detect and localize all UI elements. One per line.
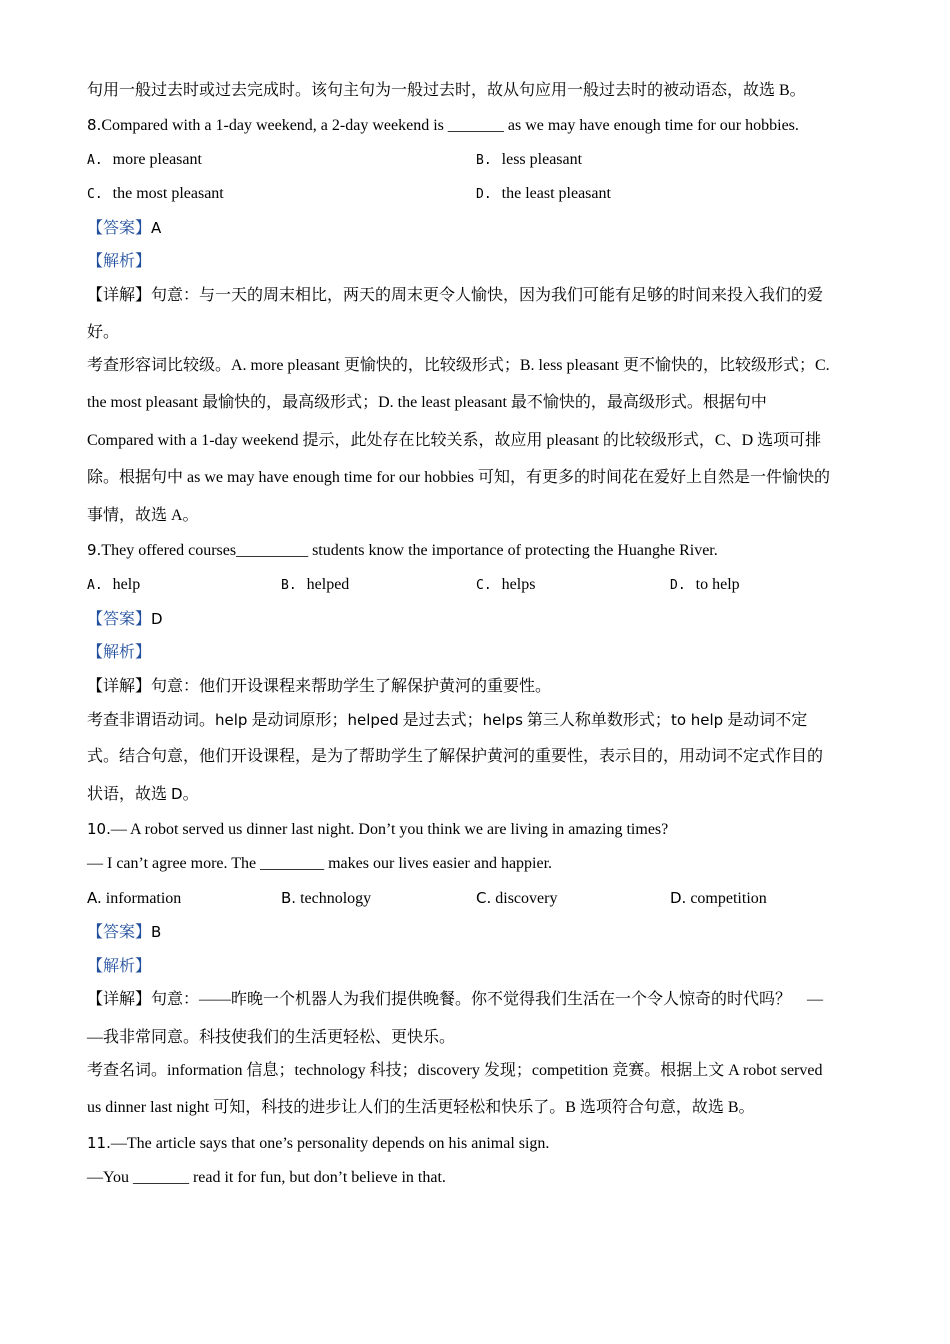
q9-answer xyxy=(87,609,163,630)
q8-detail: 【详解】句意：与一天的周末相比，两天的周末更令人愉快，因为我们可能有足够的时间来投入我们的爱 xyxy=(87,287,824,304)
q8-answer-value: A xyxy=(151,219,162,237)
q8-number: 8. xyxy=(87,116,102,134)
q8-analysis-heading: 【解析】 xyxy=(87,253,152,270)
q9-detail: 【详解】句意：他们开设课程来帮助学生了解保护黄河的重要性。 xyxy=(87,678,552,695)
q8-detail-line: 除。根据句中 as we may have enough time for our hobbies 可知，有更多的时间花在爱好上自然是一件愉快的 xyxy=(87,469,831,486)
q9-detail-line: 式。结合句意，他们开设课程，是为了帮助学生了解保护黄河的重要性，表示目的，用动词不定式作目的 xyxy=(87,748,824,765)
q8-detail-line: 好。 xyxy=(87,324,120,341)
q8-detail-line: 考查形容词比较级。A. more pleasant 更愉快的，比较级形式；B. less pleasant 更不愉快的，比较级形式；C. xyxy=(87,357,830,374)
q10-detail-line: —我非常同意。科技使我们的生活更轻松、更快乐。 xyxy=(87,1029,456,1046)
q10-option-c: C. discovery xyxy=(476,889,558,907)
q10-answer xyxy=(87,922,161,943)
q9-option-c: C. helps xyxy=(476,576,536,593)
q10-analysis-heading: 【解析】 xyxy=(87,958,152,975)
q8-option-d: D. the least pleasant xyxy=(476,185,611,202)
q10-detail-line: 考查名词。information 信息；technology 科技；discovery 发现；competition 竞赛。根据上文 A robot served xyxy=(87,1062,823,1079)
q8-stem xyxy=(87,115,799,136)
answer-tag: 【答案】 xyxy=(87,611,152,628)
q8-answer xyxy=(87,218,161,239)
q8-stem-text: Compared with a 1-day weekend, a 2-day weekend is _______ as we may have enough time for our hobbies. xyxy=(101,117,799,134)
q8-option-b: B. less pleasant xyxy=(476,151,583,168)
q10-detail-line: us dinner last night 可知，科技的进步让人们的生活更轻松和快乐了。B 选项符合句意，故选 B。 xyxy=(87,1099,755,1116)
q9-detail-line: 状语，故选 D。 xyxy=(87,785,199,803)
q9-option-d: D. to help xyxy=(670,576,740,593)
q9-analysis-heading: 【解析】 xyxy=(87,644,152,661)
answer-tag: 【答案】 xyxy=(87,220,152,237)
q7-explanation-tail: 句用一般过去时或过去完成时。该句主句为一般过去时，故从句应用一般过去时的被动语态，故选 B。 xyxy=(87,82,806,99)
q10-answer-value: B xyxy=(151,923,162,941)
q8-detail-line: 事情，故选 A。 xyxy=(87,507,199,524)
q9-detail-line: 考查非谓语动词。help 是动词原形；helped 是过去式；helps 第三人称单数形式；to help 是动词不定 xyxy=(87,711,808,729)
q11-stem xyxy=(87,1133,549,1154)
q10-stem-text: — A robot served us dinner last night. Don’t you think we are living in amazing times? xyxy=(110,821,669,838)
q11-stem-text: —The article says that one’s personality depends on his animal sign. xyxy=(110,1135,550,1152)
q8-option-a: A. more pleasant xyxy=(87,151,202,168)
q9-stem-text: They offered courses_________ students know the importance of protecting the Huanghe River. xyxy=(101,542,718,559)
answer-tag: 【答案】 xyxy=(87,924,152,941)
q10-stem xyxy=(87,819,668,840)
q9-answer-value: D xyxy=(151,610,163,628)
q11-stem-line2: —You _______ read it for fun, but don’t believe in that. xyxy=(87,1169,446,1186)
q8-option-c: C. the most pleasant xyxy=(87,185,224,202)
q10-option-a: A. information xyxy=(87,889,182,907)
q9-option-a: A. help xyxy=(87,576,141,593)
q9-stem xyxy=(87,540,718,561)
q10-stem-line2: — I can’t agree more. The ________ makes our lives easier and happier. xyxy=(87,855,553,872)
q9-number: 9. xyxy=(87,541,102,559)
q10-option-b: B. technology xyxy=(281,889,372,907)
q11-number: 11. xyxy=(87,1134,111,1152)
q10-detail: 【详解】句意：——昨晚一个机器人为我们提供晚餐。你不觉得我们生活在一个令人惊奇的时代吗？ — xyxy=(87,991,824,1008)
q10-option-d: D. competition xyxy=(670,889,767,907)
q8-detail-line: the most pleasant 最愉快的，最高级形式；D. the least pleasant 最不愉快的，最高级形式。根据句中 xyxy=(87,394,767,411)
q8-detail-line: Compared with a 1-day weekend 提示，此处存在比较关系，故应用 pleasant 的比较级形式，C、D 选项可排 xyxy=(87,432,822,449)
q9-option-b: B. helped xyxy=(281,576,350,593)
q10-number: 10. xyxy=(87,820,111,838)
